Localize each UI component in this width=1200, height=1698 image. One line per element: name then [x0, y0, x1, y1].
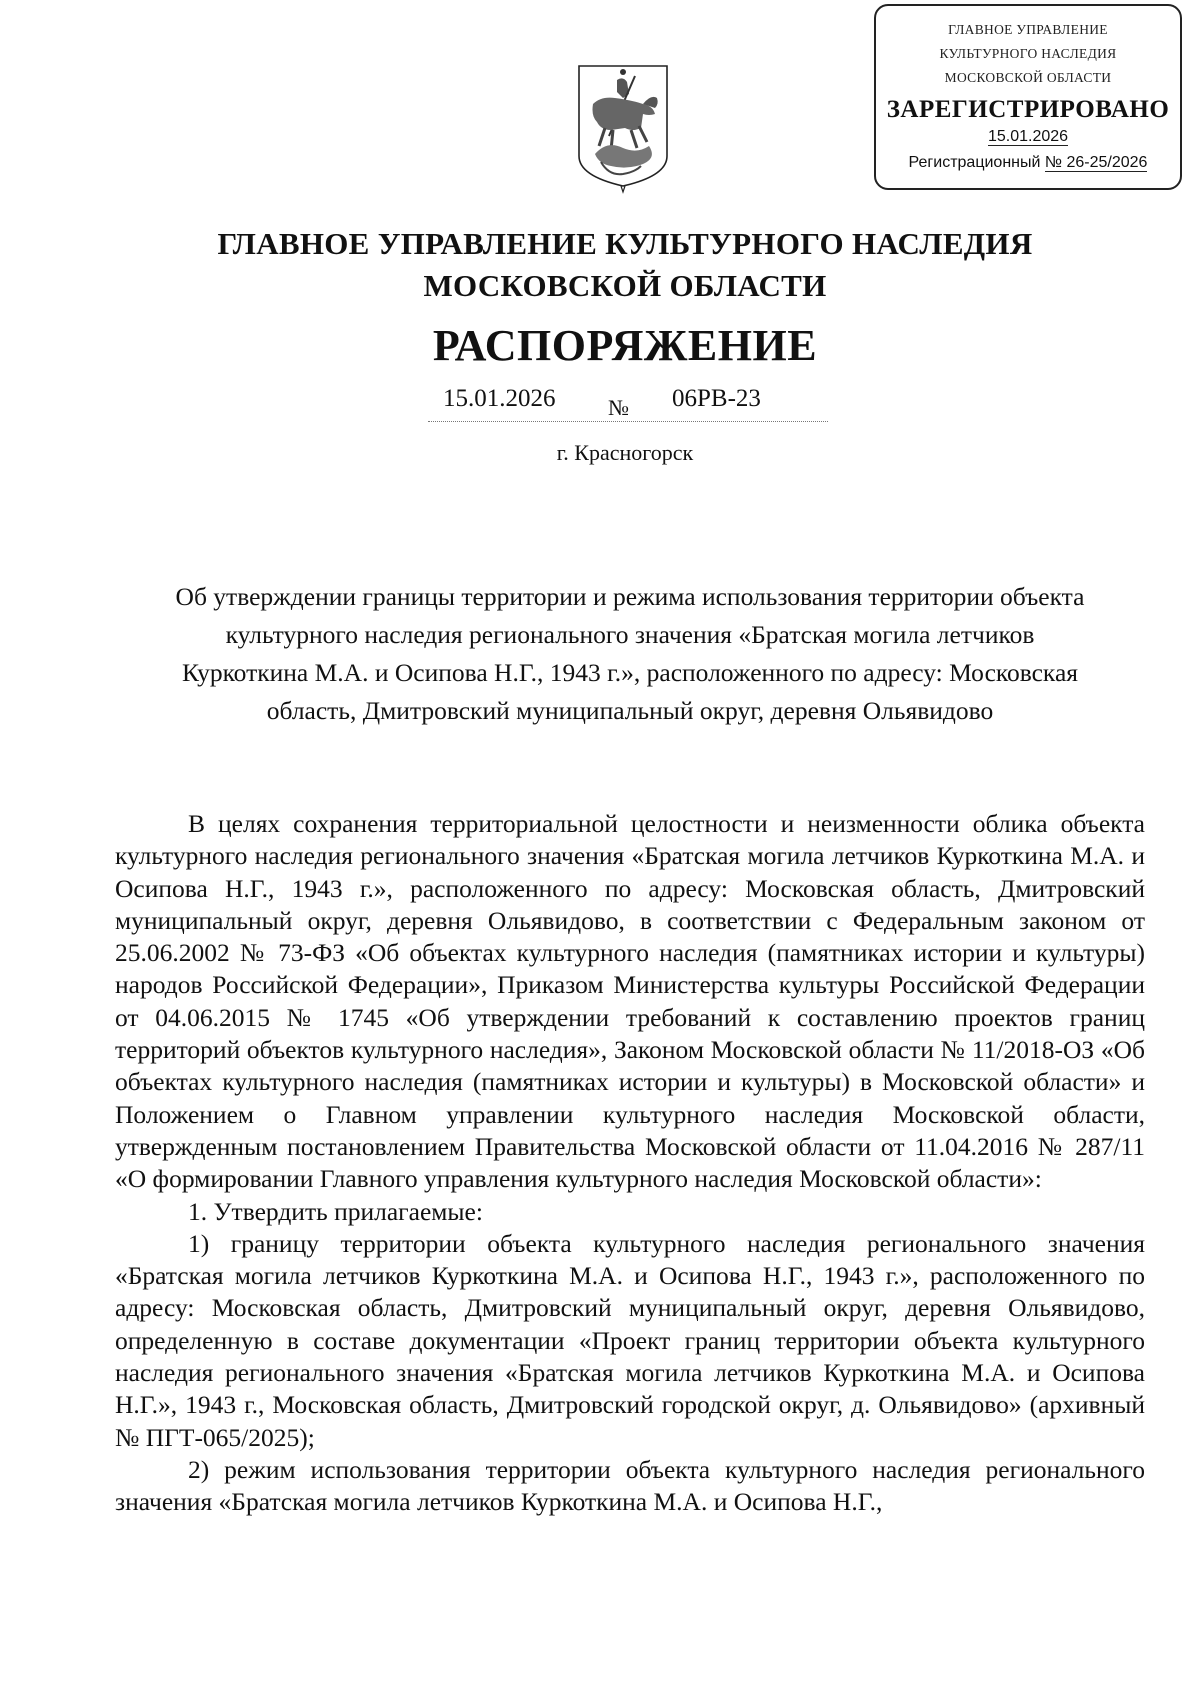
document-body — [115, 808, 1145, 1519]
stamp-org-line: МОСКОВСКОЙ ОБЛАСТИ — [944, 70, 1112, 85]
document-subject — [110, 578, 1150, 730]
org-title-line2: МОСКОВСКОЙ ОБЛАСТИ — [423, 268, 827, 303]
document-number: 06РВ-23 — [672, 385, 761, 412]
subject-line: Куркоткина М.А. и Осипова Н.Г., 1943 г.», расположенного по адресу: Московская — [182, 658, 1078, 687]
registration-stamp — [874, 4, 1182, 190]
stamp-reg-number — [876, 154, 1180, 172]
document-type: РАСПОРЯЖЕНИЕ — [432, 321, 818, 370]
item-1: 1. Утвердить прилагаемые: — [188, 1196, 483, 1226]
stamp-org-line: КУЛЬТУРНОГО НАСЛЕДИЯ — [939, 46, 1117, 61]
stamp-reg-label: Регистрационный — [908, 154, 1041, 171]
stamp-status: ЗАРЕГИСТРИРОВАНО — [886, 96, 1170, 123]
moscow-oblast-coat-of-arms-icon — [571, 58, 675, 194]
item-1-2: 2) режим использования территории объекта культурного наследия регионального значения «Братская могила летчиков Куркоткина М.А. и Осипова Н.Г., — [115, 1454, 1145, 1517]
stamp-reg-value: № 26-25/2026 — [1044, 154, 1148, 171]
number-sign: № — [608, 395, 629, 420]
item-1-1: 1) границу территории объекта культурного наследия регионального значения «Братская могила летчиков Куркоткина М.А. и Осипова Н.Г., 1943 г.», расположенного по адресу: Московская область, Дмитровский муниципальный округ, деревня Ольявидово, определенную в составе документации «Проект границ территории объекта культурного наследия регионального значения «Братская могила летчиков Куркоткина М.А. и Осипова Н.Г.», 1943 г., Московская область, Дмитровский городской округ, д. Ольявидово» (архивный № ПГТ-065/2025); — [115, 1228, 1145, 1452]
preamble-paragraph: В целях сохранения территориальной целостности и неизменности облика объекта культурного наследия регионального значения «Братская могила летчиков Куркоткина М.А. и Осипова Н.Г., 1943 г.», расположенного по адресу: Московская область, Дмитровский муниципальный округ, деревня Ольявидово, в соответствии с Федеральным законом от 25.06.2002 № 73-ФЗ «Об объектах культурного наследия (памятниках истории и культуры) народов Российской Федерации», Приказом Министерства культуры Российской Федерации от 04.06.2015 № 1745 «Об утверждении требований к составлению проектов границ территорий объектов культурного наследия», Законом Московской области № 11/2018-ОЗ «Об объектах культурного наследия (памятниках истории и культуры) в Московской области» и Положением о Главном управлении культурного наследия Московской области, утвержденным постановлением Правительства Московской области от 11.04.2016 № 287/11 «О формировании Главного управления культурного наследия Московской области»: — [115, 809, 1145, 1194]
subject-line: область, Дмитровский муниципальный округ, деревня Ольявидово — [266, 696, 994, 725]
subject-line: культурного наследия регионального значения «Братская могила летчиков — [225, 620, 1035, 649]
subject-line: Об утверждении границы территории и режима использования территории объекта — [175, 582, 1085, 611]
stamp-org-line: ГЛАВНОЕ УПРАВЛЕНИЕ — [948, 22, 1108, 37]
document-city: г. Красногорск — [556, 440, 694, 465]
stamp-date: 15.01.2026 — [987, 128, 1069, 145]
document-date: 15.01.2026 — [443, 385, 556, 412]
org-title-line1: ГЛАВНОЕ УПРАВЛЕНИЕ КУЛЬТУРНОГО НАСЛЕДИЯ — [217, 226, 1033, 261]
document-date-number — [428, 385, 828, 422]
